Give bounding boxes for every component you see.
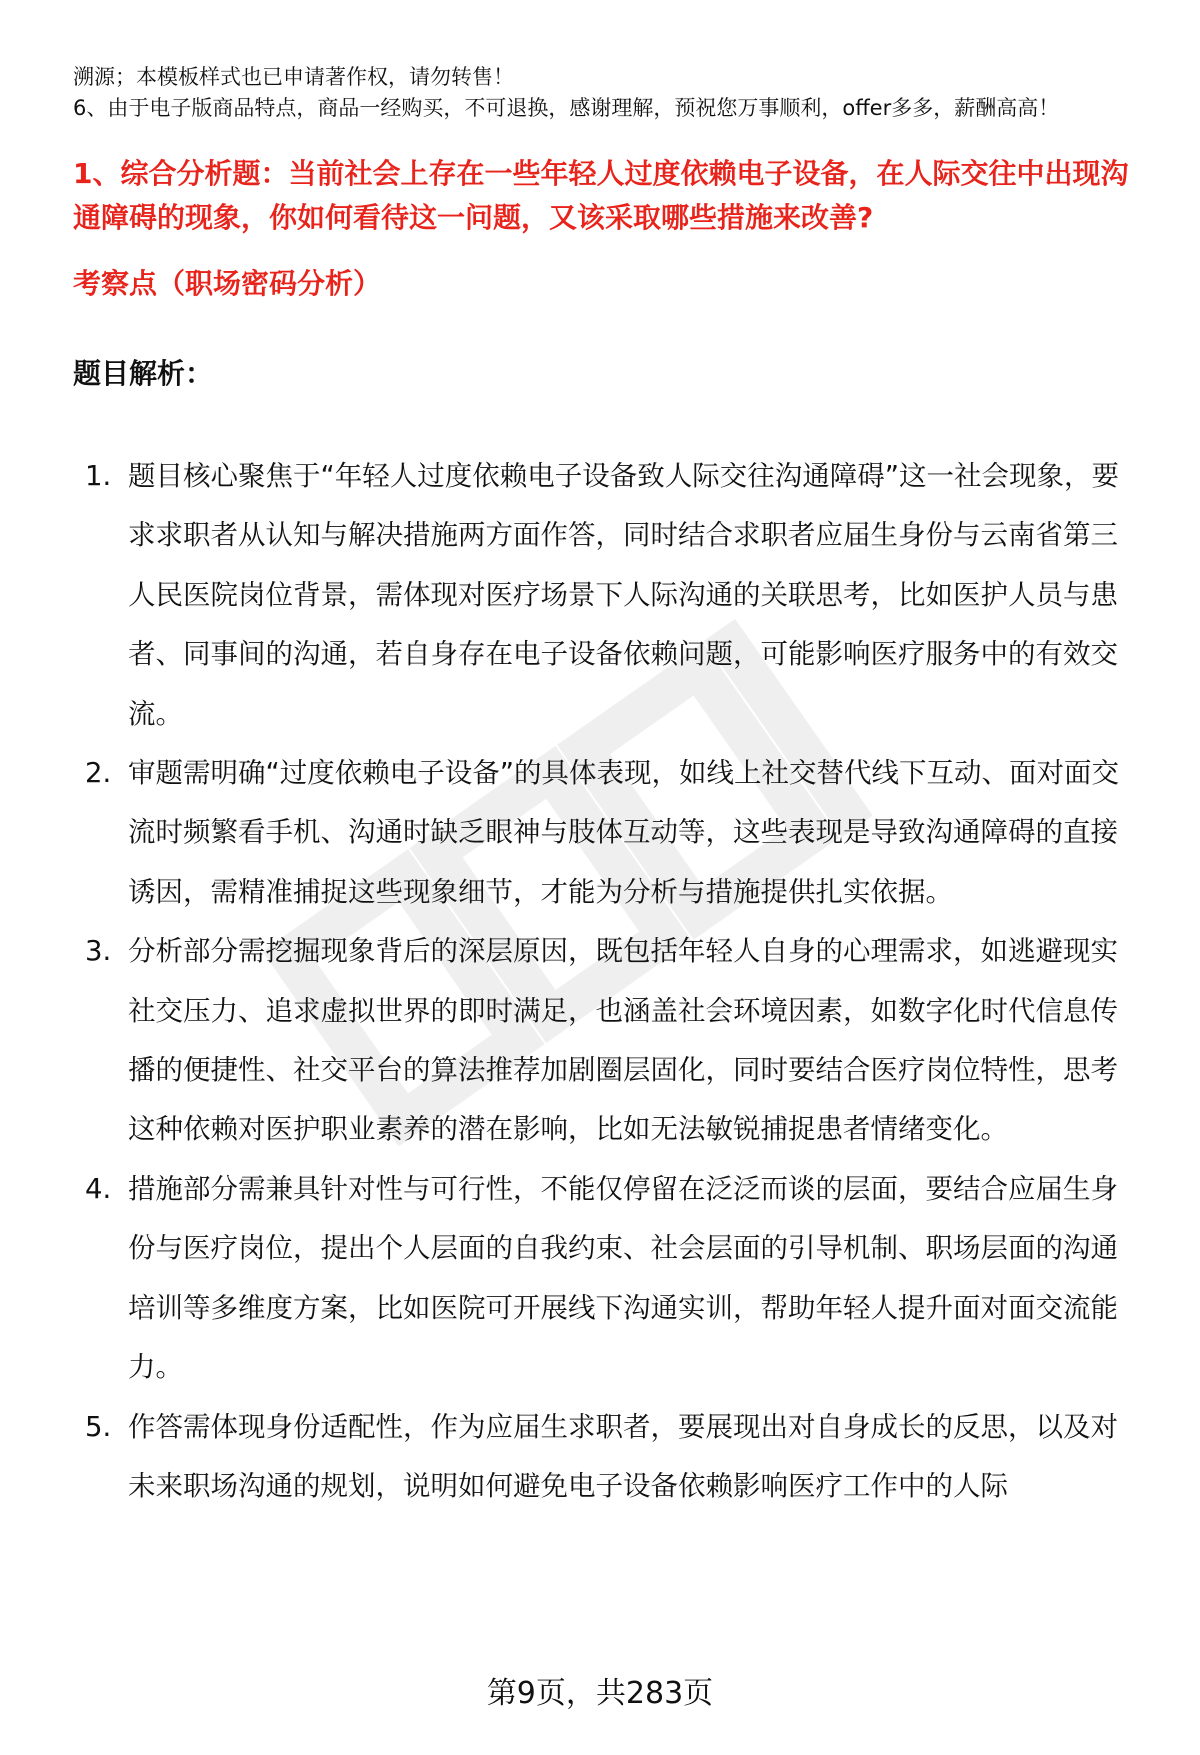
header-note-line-1: 溯源；本模板样式也已申请著作权，请勿转售！ [73, 65, 514, 89]
point-text: 措施部分需兼具针对性与可行性，不能仅停留在泛泛而谈的层面，要结合应届生身份与医疗岗位，提出个人层面的自我约束、社会层面的引导机制、职场层面的沟通培训等多维度方案，比如医院可开展线下沟通实训，帮助年轻人提升面对面交流能力。 [128, 1172, 1118, 1384]
exam-point-label: 考察点（职场密码分析） [73, 267, 382, 300]
point-number: 3. [85, 935, 112, 968]
point-text: 分析部分需挖掘现象背后的深层原因，既包括年轻人自身的心理需求，如逃避现实社交压力、追求虚拟世界的即时满足，也涵盖社会环境因素，如数字化时代信息传播的便捷性、社交平台的算法推荐加剧圈层固化，同时要结合医疗岗位特性，思考这种依赖对医护职业素养的潜在影响，比如无法敏锐捕捉患者情绪变化。 [128, 935, 1118, 1146]
analysis-point [73, 1398, 1145, 1517]
point-number: 5. [85, 1410, 112, 1443]
point-number: 1. [85, 460, 112, 492]
point-text: 作答需体现身份适配性，作为应届生求职者，要展现出对自身成长的反思，以及对未来职场沟通的规划，说明如何避免电子设备依赖影响医疗工作中的人际 [128, 1410, 1118, 1502]
page-number-footer: 第9页，共283页 [486, 1676, 714, 1711]
analysis-heading: 题目解析： [73, 357, 214, 390]
analysis-points-list [73, 447, 1145, 1516]
header-notes [73, 62, 1133, 124]
analysis-point [73, 1160, 1145, 1398]
point-number: 4. [85, 1172, 112, 1205]
analysis-point [73, 447, 1145, 744]
point-text: 题目核心聚焦于“年轻人过度依赖电子设备致人际交往沟通障碍”这一社会现象，要求求职者从认知与解决措施两方面作答，同时结合求职者应届生身份与云南省第三人民医院岗位背景，需体现对医疗场景下人际沟通的关联思考，比如医护人员与患者、同事间的沟通，若自身存在电子设备依赖问题，可能影响医疗服务中的有效交流。 [128, 460, 1119, 730]
analysis-point [73, 922, 1145, 1160]
point-number: 2. [85, 757, 112, 790]
header-note-line-2: 6、由于电子版商品特点，商品一经购买，不可退换，感谢理解，预祝您万事顺利，offer多多，薪酬高高！ [73, 96, 1060, 120]
analysis-point [73, 744, 1145, 922]
question-title: 1、综合分析题：当前社会上存在一些年轻人过度依赖电子设备，在人际交往中出现沟通障碍的现象，你如何看待这一问题，又该采取哪些措施来改善? [73, 157, 1129, 234]
point-text: 审题需明确“过度依赖电子设备”的具体表现，如线上社交替代线下互动、面对面交流时频繁看手机、沟通时缺乏眼神与肢体互动等，这些表现是导致沟通障碍的直接诱因，需精准捕捉这些现象细节，才能为分析与措施提供扎实依据。 [128, 757, 1119, 908]
